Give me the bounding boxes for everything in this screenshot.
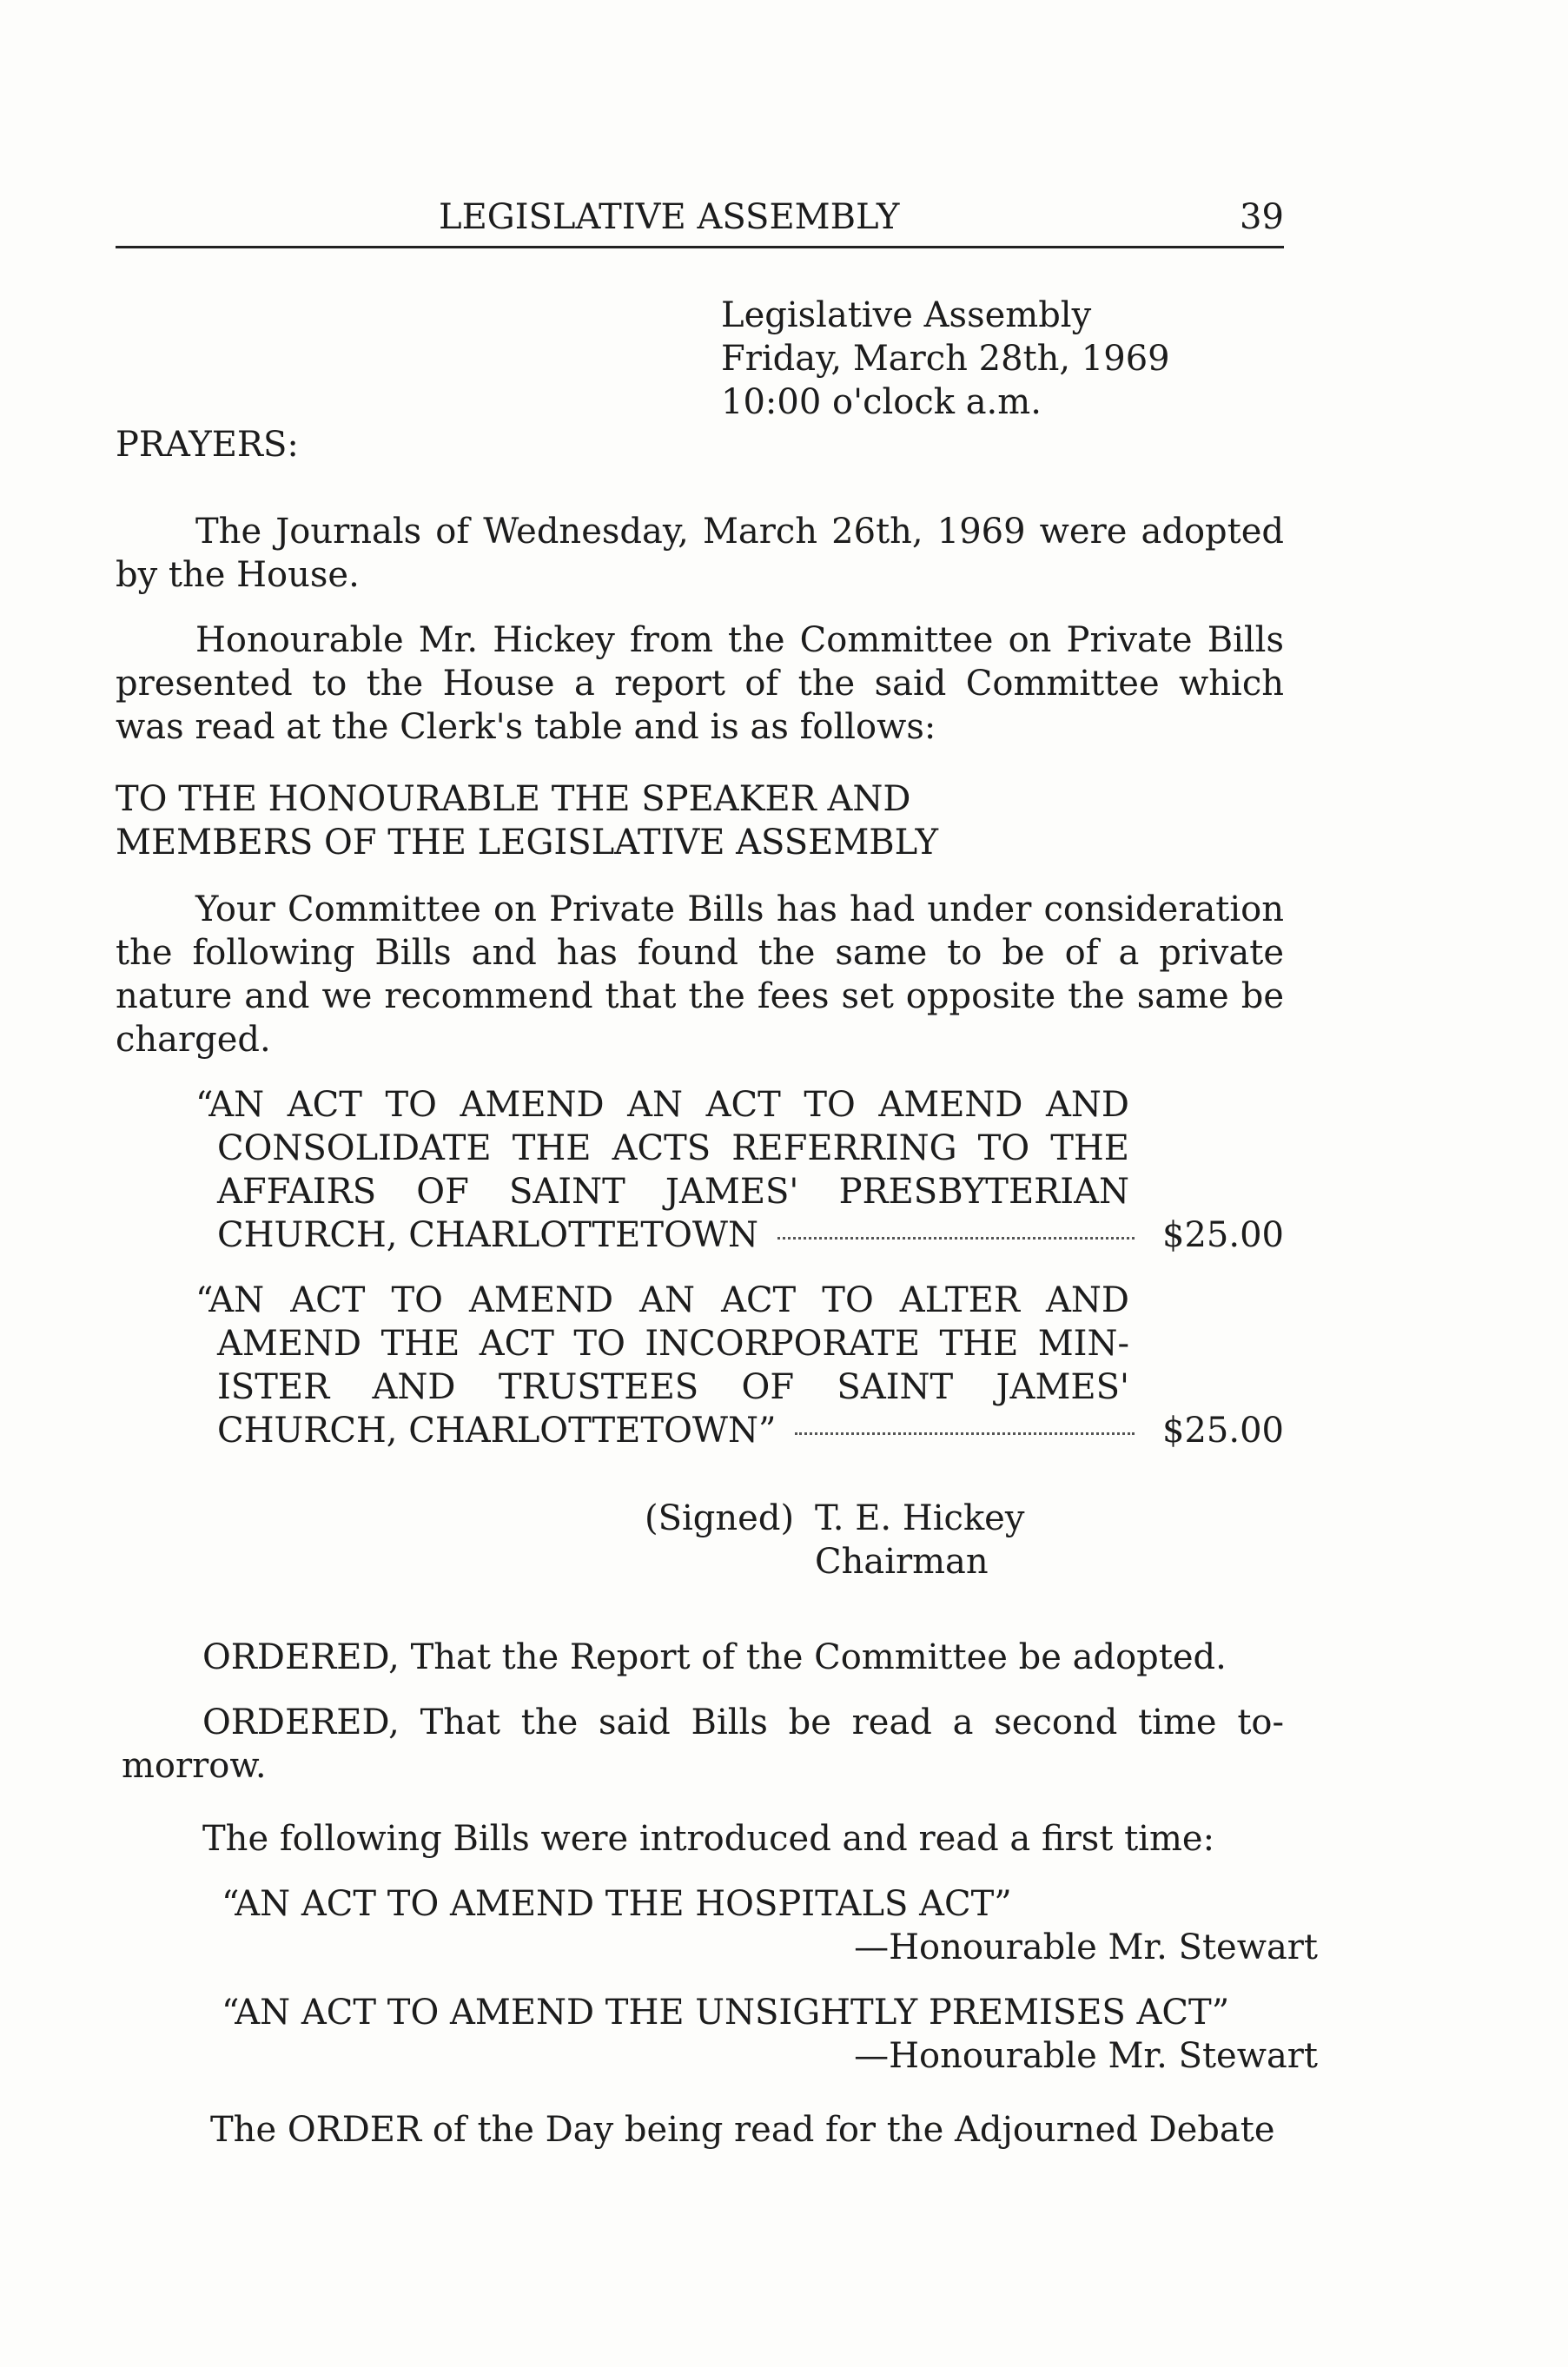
dateline-line: 10:00 o'clock a.m.: [721, 382, 1042, 422]
first-reading-title: “AN ACT TO AMEND THE UNSIGHTLY PREMISES ACT”: [222, 1993, 1230, 2033]
dateline-line: Legislative Assembly: [721, 295, 1092, 335]
paragraph-line: nature and we recommend that the fees set opposite the same be: [116, 976, 1284, 1016]
paragraph-line: Honourable Mr. Hickey from the Committee on Private Bills: [195, 620, 1284, 660]
bill-fee: $25.00: [1162, 1215, 1284, 1255]
paragraph-line: presented to the House a report of the said Committee which: [116, 664, 1284, 704]
paragraph-line: The Journals of Wednesday, March 26th, 1969 were adopted: [195, 512, 1284, 552]
dot-leader: [795, 1432, 1135, 1435]
first-reading-sponsor: —Honourable Mr. Stewart: [854, 1927, 1318, 1967]
bill-title-line: “AN ACT TO AMEND AN ACT TO ALTER AND: [195, 1280, 1129, 1320]
signed-label: (Signed): [645, 1498, 795, 1538]
bill-title-line: AFFAIRS OF SAINT JAMES' PRESBYTERIAN: [217, 1172, 1129, 1212]
introduced-line: The following Bills were introduced and read a first time:: [202, 1819, 1215, 1859]
bill-title-line: “AN ACT TO AMEND AN ACT TO AMEND AND: [195, 1085, 1129, 1125]
paragraph-line: by the House.: [116, 555, 360, 595]
dateline-line: Friday, March 28th, 1969: [721, 339, 1170, 379]
address-line: TO THE HONOURABLE THE SPEAKER AND: [116, 779, 911, 819]
paragraph-line: the following Bills and has found the same to be of a private: [116, 933, 1284, 973]
dot-leader: [777, 1237, 1135, 1240]
first-reading-sponsor: —Honourable Mr. Stewart: [854, 2036, 1318, 2076]
bill-fee: $25.00: [1162, 1411, 1284, 1451]
paragraph-line: charged.: [116, 1020, 271, 1060]
first-reading-title: “AN ACT TO AMEND THE HOSPITALS ACT”: [222, 1884, 1012, 1924]
bill-title-line: CHURCH, CHARLOTTETOWN”: [217, 1411, 777, 1451]
bill-title-line: ISTER AND TRUSTEES OF SAINT JAMES': [217, 1367, 1129, 1407]
ordered-line: ORDERED, That the Report of the Committee be adopted.: [202, 1637, 1227, 1677]
bill-fee-row: [217, 1409, 1284, 1452]
paragraph-line: was read at the Clerk's table and is as follows:: [116, 707, 936, 747]
running-title: LEGISLATIVE ASSEMBLY: [439, 197, 900, 237]
bill-title-line: AMEND THE ACT TO INCORPORATE THE MIN-: [217, 1324, 1129, 1364]
page-number: 39: [1240, 197, 1284, 237]
ordered-line: ORDERED, That the said Bills be read a second time to-: [202, 1703, 1284, 1742]
paragraph-line: Your Committee on Private Bills has had under consideration: [195, 889, 1284, 929]
header-rule: [116, 246, 1284, 248]
address-line: MEMBERS OF THE LEGISLATIVE ASSEMBLY: [116, 823, 939, 863]
bill-fee-row: [217, 1213, 1284, 1257]
bill-title-line: CHURCH, CHARLOTTETOWN: [217, 1215, 758, 1255]
order-of-day-line: The ORDER of the Day being read for the Adjourned Debate: [210, 2110, 1275, 2150]
signatory-name: T. E. Hickey: [815, 1498, 1025, 1538]
signatory-title: Chairman: [815, 1542, 989, 1582]
ordered-line: morrow.: [122, 1746, 267, 1786]
prayers-heading: PRAYERS:: [116, 425, 299, 465]
bill-title-line: CONSOLIDATE THE ACTS REFERRING TO THE: [217, 1128, 1129, 1168]
